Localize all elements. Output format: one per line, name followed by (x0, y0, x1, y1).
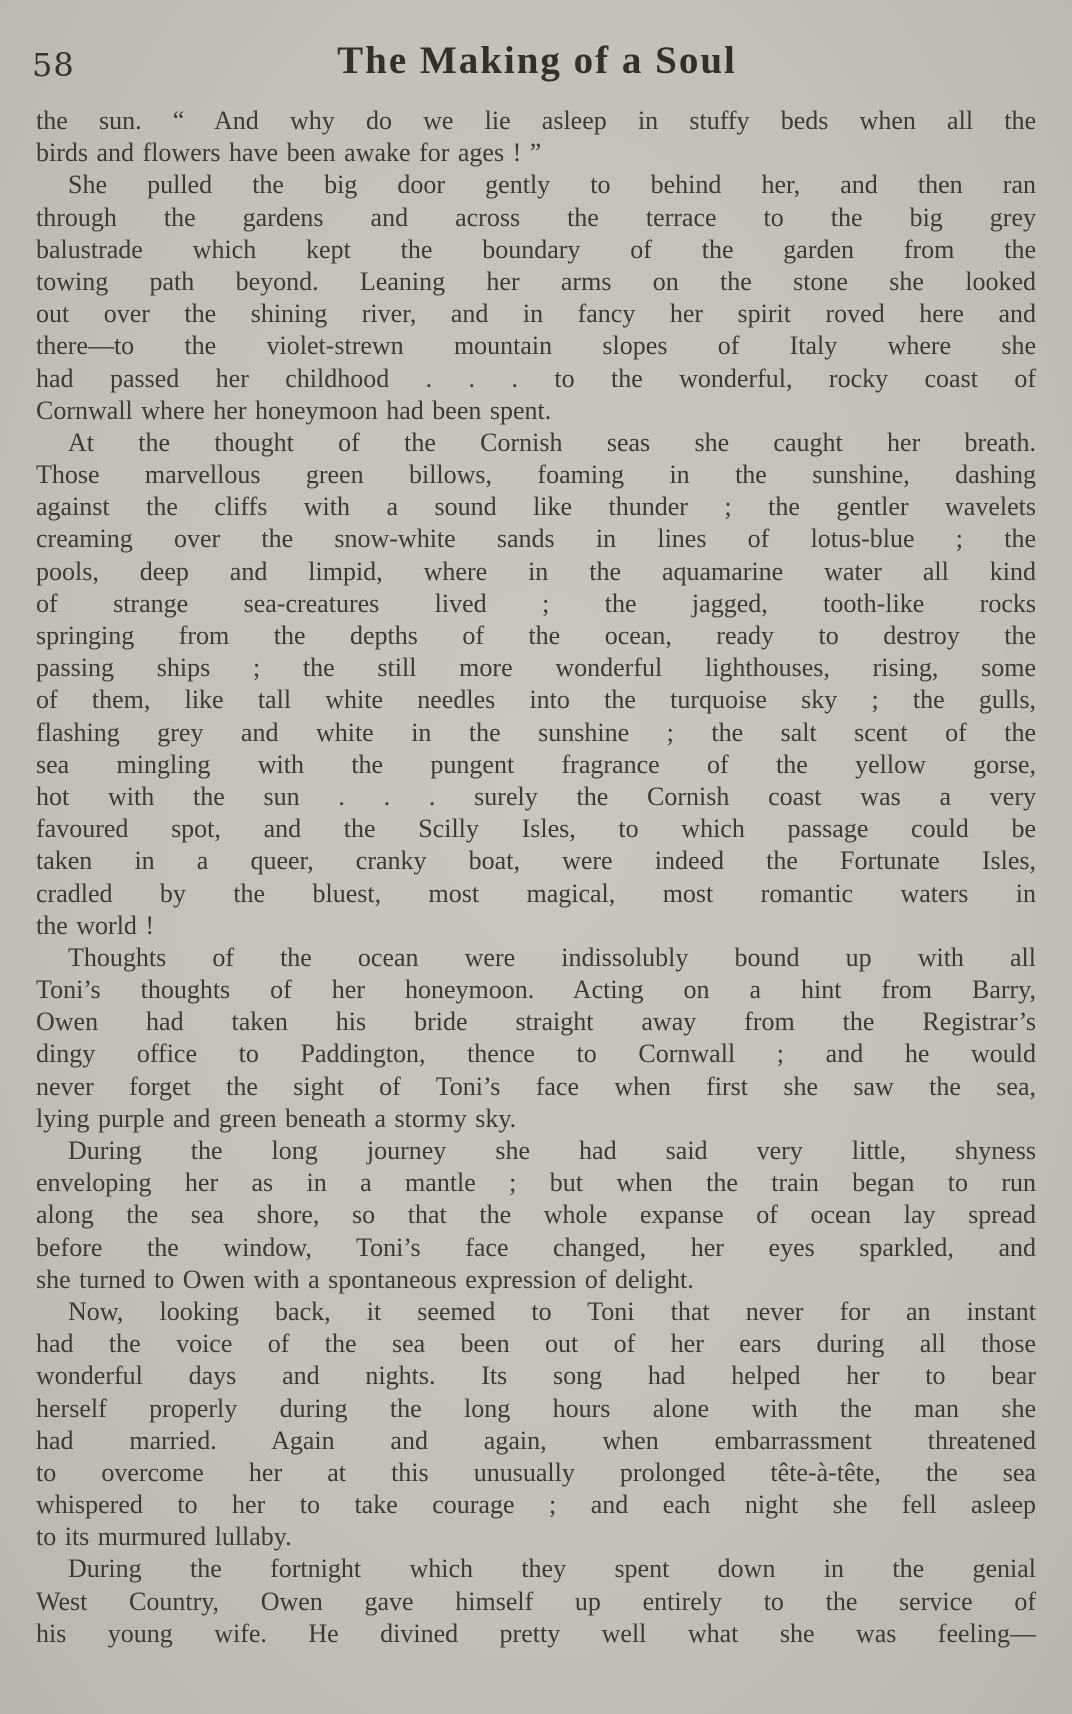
text-line: At the thought of the Cornish seas she caught her breath. (68, 427, 1036, 457)
text-line: lying purple and green beneath a stormy sky. (36, 1103, 517, 1133)
text-line: favoured spot, and the Scilly Isles, to which passage could be (36, 814, 1036, 844)
text-line: hot with the sun . . . surely the Cornish coast was a very (36, 781, 1036, 811)
text-line: never forget the sight of Toni’s face when first she saw the sea, (36, 1071, 1036, 1101)
text-line: there—to the violet-strewn mountain slopes of Italy where she (36, 331, 1036, 361)
body-text (36, 105, 1036, 1650)
text-line: his young wife. He divined pretty well what she was feeling— (36, 1618, 1036, 1648)
text-line: She pulled the big door gently to behind her, and then ran (68, 170, 1036, 200)
text-line: Owen had taken his bride straight away from the Registrar’s (36, 1007, 1036, 1037)
page-number: 58 (32, 46, 75, 84)
text-line: Thoughts of the ocean were indissolubly bound up with all (68, 942, 1036, 972)
text-line: springing from the depths of the ocean, ready to destroy the (36, 621, 1036, 650)
text-line: dingy office to Paddington, thence to Cornwall ; and he would (36, 1039, 1036, 1069)
text-line: sea mingling with the pungent fragrance of the yellow gorse, (36, 749, 1036, 779)
text-line: cradled by the bluest, most magical, most romantic waters in (36, 878, 1036, 908)
running-head (32, 38, 1042, 88)
text-line: out over the shining river, and in fancy her spirit roved here and (36, 299, 1036, 329)
text-line: Cornwall where her honeymoon had been spent. (36, 395, 552, 425)
text-line: flashing grey and white in the sunshine ; the salt scent of the (36, 717, 1036, 747)
text-line: herself properly during the long hours alone with the man she (36, 1393, 1036, 1423)
text-line: Now, looking back, it seemed to Toni that never for an instant (68, 1296, 1036, 1326)
text-line: had passed her childhood . . . to the wonderful, rocky coast of (36, 363, 1036, 393)
text-line: wonderful days and nights. Its song had helped her to bear (36, 1361, 1036, 1391)
book-title: The Making of a Soul (337, 39, 737, 82)
text-line: taken in a queer, cranky boat, were indeed the Fortunate Isles, (36, 846, 1036, 876)
text-line: through the gardens and across the terrace to the big grey (36, 202, 1036, 232)
text-line: West Country, Owen gave himself up entirely to the service of (36, 1586, 1036, 1616)
text-line: to its murmured lullaby. (36, 1522, 292, 1552)
text-line: to overcome her at this unusually prolonged tête-à-tête, the sea (36, 1457, 1036, 1487)
text-line: pools, deep and limpid, where in the aquamarine water all kind (36, 556, 1036, 586)
text-line: of them, like tall white needles into the turquoise sky ; the gulls, (36, 685, 1036, 715)
text-line: before the window, Toni’s face changed, her eyes sparkled, and (36, 1232, 1036, 1262)
text-line: whispered to her to take courage ; and each night she fell asleep (36, 1490, 1036, 1520)
text-line: she turned to Owen with a spontaneous expression of delight. (36, 1264, 694, 1294)
text-line: birds and flowers have been awake for ages ! ” (36, 138, 542, 168)
text-line: along the sea shore, so that the whole expanse of ocean lay spread (36, 1200, 1036, 1230)
text-line: balustrade which kept the boundary of the garden from the (36, 234, 1036, 264)
text-line: against the cliffs with a sound like thunder ; the gentler wavelets (36, 492, 1036, 522)
text-line: passing ships ; the still more wonderful lighthouses, rising, some (36, 653, 1036, 683)
text-line: During the long journey she had said very little, shyness (68, 1136, 1036, 1165)
text-line: enveloping her as in a mantle ; but when the train began to run (36, 1168, 1036, 1198)
text-line: During the fortnight which they spent down in the genial (68, 1554, 1036, 1584)
text-line: towing path beyond. Leaning her arms on the stone she looked (36, 266, 1036, 296)
text-line: Those marvellous green billows, foaming in the sunshine, dashing (36, 460, 1036, 490)
text-line: Toni’s thoughts of her honeymoon. Acting on a hint from Barry, (36, 975, 1036, 1005)
text-line: had married. Again and again, when embarrassment threatened (36, 1425, 1036, 1455)
text-line: the sun. “ And why do we lie asleep in stuffy beds when all the (36, 106, 1036, 135)
text-line: creaming over the snow-white sands in lines of lotus-blue ; the (36, 524, 1036, 554)
text-line: had the voice of the sea been out of her ears during all those (36, 1329, 1036, 1359)
text-line: of strange sea-creatures lived ; the jagged, tooth-like rocks (36, 588, 1036, 618)
text-line: the world ! (36, 910, 155, 940)
